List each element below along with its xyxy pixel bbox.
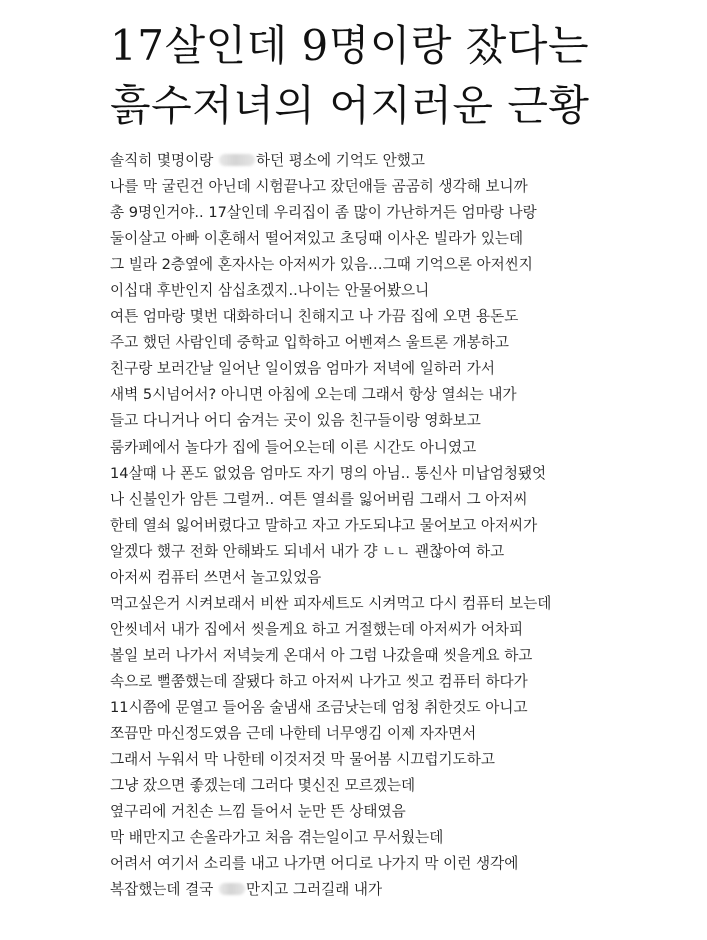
body-line: 알겠다 했구 전화 안해봐도 되네서 내가 걍 ㄴㄴ 괜찮아여 하고: [110, 542, 505, 560]
body-line: 그 빌라 2층옆에 혼자사는 아저씨가 있음…그때 기억으론 아저씬지: [110, 256, 533, 274]
body-line: [110, 877, 700, 903]
body-line: 막 배만지고 손올라가고 처음 겪는일이고 무서웠는데: [110, 829, 444, 847]
post-body: [110, 148, 700, 903]
body-line: 옆구리에 거친손 느낌 들어서 눈만 뜬 상태였음: [110, 803, 406, 821]
body-line: 이십대 후반인지 삼십초겠지..나이는 안물어봤으니: [110, 282, 430, 300]
body-text-segment: 솔직히 몇명이랑: [110, 152, 218, 169]
body-line: [110, 148, 700, 174]
body-line: 나를 막 굴린건 아닌데 시험끝나고 잤던애들 곰곰히 생각해 보니까: [110, 178, 528, 196]
body-line: 새벽 5시넘어서? 아니면 아침에 오는데 그래서 항상 열쇠는 내가: [110, 386, 517, 404]
censored-blur: [219, 154, 255, 166]
body-line: 볼일 보러 나가서 저녁늦게 온대서 아 그럼 나갔을때 씻을게요 하고: [110, 646, 533, 664]
body-line: 어려서 여기서 소리를 내고 나가면 어디로 나가지 막 이런 생각에: [110, 855, 519, 873]
title-line: 흙수저녀의 어지러운 근황: [110, 81, 590, 130]
body-line: 한테 열쇠 잃어버렸다고 말하고 자고 가도되냐고 물어보고 아저씨가: [110, 516, 538, 534]
body-line: 룸카페에서 놀다가 집에 들어오는데 이른 시간도 아니였고: [110, 438, 477, 456]
censored-blur: [219, 883, 245, 895]
body-line: 그냥 잤으면 좋겠는데 그러다 몇신진 모르겠는데: [110, 777, 416, 795]
body-text-segment: 만지고 그러길래 내가: [245, 881, 383, 899]
body-line: 둘이살고 아빠 이혼해서 떨어져있고 초딩때 이사온 빌라가 있는데: [110, 230, 524, 248]
body-line: 11시쯤에 문열고 들어옴 술냄새 조금낫는데 엄청 취한것도 아니고: [110, 698, 528, 716]
body-line: 먹고싶은거 시켜보래서 비싼 피자세트도 시켜먹고 다시 컴퓨터 보는데: [110, 594, 552, 612]
title-line: 17살인데 9명이랑 잤다는: [110, 21, 590, 70]
body-line: 아저씨 컴퓨터 쓰면서 놀고있었음: [110, 568, 322, 586]
body-text-segment: 하던 평소에 기억도 안했고: [255, 152, 425, 169]
body-line: 속으로 뻘쭘했는데 잘됐다 하고 아저씨 나가고 씻고 컴퓨터 하다가: [110, 672, 528, 690]
body-line: 주고 했던 사람인데 중학교 입학하고 어벤져스 울트론 개봉하고: [110, 334, 510, 352]
body-line: 쪼끔만 마신정도였음 근데 나한테 너무앵김 이제 자자면서: [110, 725, 477, 743]
body-text-segment: 복잡했는데 결국: [110, 881, 218, 899]
body-line: 총 9명인거야.. 17살인데 우리집이 좀 많이 가난하거든 엄마랑 나랑: [110, 204, 537, 222]
body-line: 나 신불인가 암튼 그럴꺼.. 여튼 열쇠를 잃어버림 그래서 그 아저씨: [110, 490, 528, 508]
body-line: 친구랑 보러간날 일어난 일이였음 엄마가 저녁에 일하러 가서: [110, 360, 495, 378]
body-line: 여튼 엄마랑 몇번 대화하더니 친해지고 나 가끔 집에 오면 용돈도: [110, 308, 519, 326]
body-line: 들고 다니거나 어디 숨겨는 곳이 있음 친구들이랑 영화보고: [110, 412, 481, 430]
post-title: [110, 16, 590, 136]
body-line: 그래서 누워서 막 나한테 이것저것 막 물어봄 시끄럽기도하고: [110, 751, 495, 769]
body-line: 안씻네서 내가 집에서 씻을게요 하고 거절했는데 아저씨가 어차피: [110, 620, 524, 638]
body-line: 14살때 나 폰도 없었음 엄마도 자기 명의 아님.. 통신사 미납엄청됐엇: [110, 464, 547, 482]
